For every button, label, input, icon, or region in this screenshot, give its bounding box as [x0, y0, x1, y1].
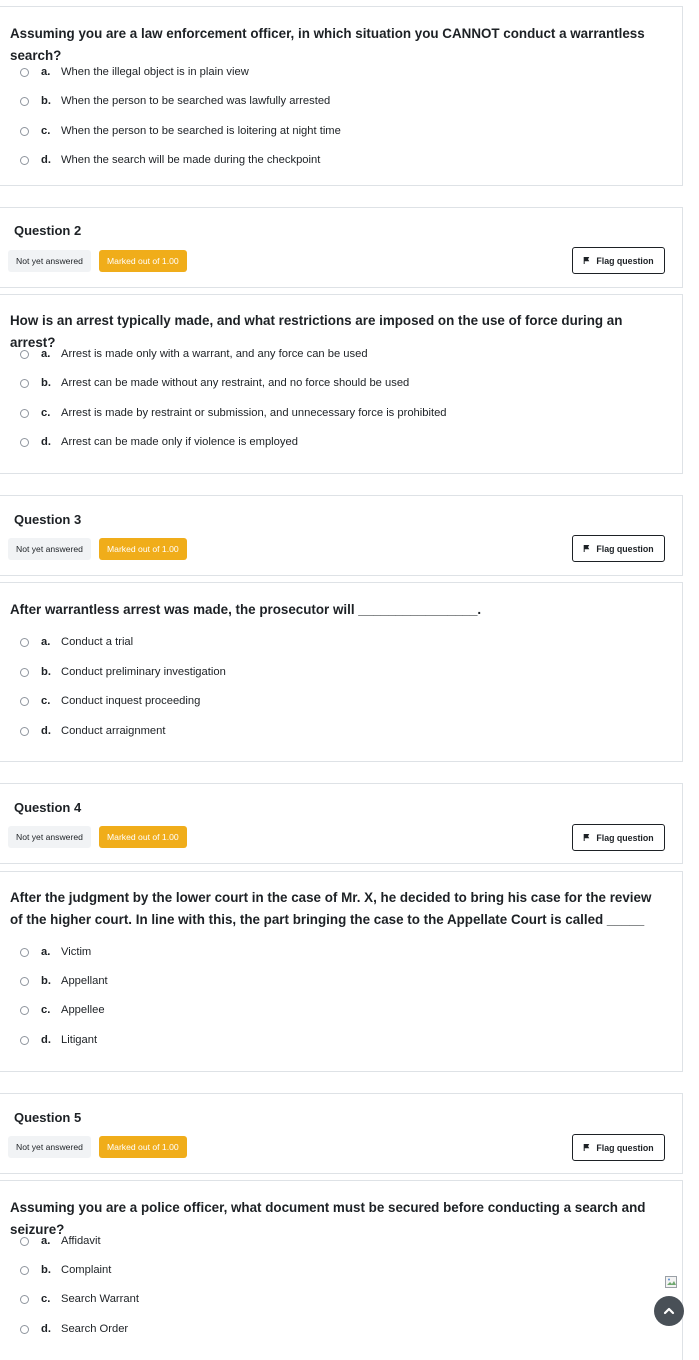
answer-option-c[interactable] — [20, 403, 447, 423]
flag-icon — [583, 834, 590, 841]
flag-icon — [583, 257, 590, 264]
answer-option-b[interactable] — [20, 91, 330, 111]
answer-option-a[interactable] — [20, 344, 368, 364]
option-text: Conduct preliminary investigation — [61, 666, 226, 678]
option-text: Conduct inquest proceeding — [61, 695, 201, 707]
option-text: Affidavit — [61, 1235, 101, 1247]
question-5-info — [0, 1093, 683, 1174]
radio-button[interactable] — [20, 638, 29, 647]
option-text: When the person to be searched was lawfully arrested — [61, 95, 331, 107]
radio-button[interactable] — [20, 127, 29, 136]
option-text: Appellee — [61, 1004, 105, 1016]
answer-option-b[interactable] — [20, 971, 108, 991]
radio-button[interactable] — [20, 1237, 29, 1246]
question-4-formulation — [0, 871, 683, 1072]
question-number: Question 3 — [14, 512, 82, 527]
question-text: After the judgment by the lower court in the case of Mr. X, he decided to bring his case for the review of the higher court. In line with this, the part bringing the case to the Appellate Court is called _____ — [10, 890, 652, 927]
option-letter: b. — [41, 666, 51, 678]
question-text: How is an arrest typically made, and what restrictions are imposed on the use of force during an arrest? — [10, 313, 623, 350]
option-letter: c. — [41, 1293, 51, 1305]
answer-option-b[interactable] — [20, 1260, 111, 1280]
option-text: Litigant — [61, 1034, 98, 1046]
radio-button[interactable] — [20, 350, 29, 359]
option-text: Victim — [61, 946, 92, 958]
option-text: When the search will be made during the checkpoint — [61, 154, 321, 166]
answer-status-badge: Not yet answered — [8, 826, 91, 848]
answer-option-c[interactable] — [20, 1289, 139, 1309]
option-text: When the illegal object is in plain view — [61, 66, 249, 78]
radio-button[interactable] — [20, 668, 29, 677]
option-letter: d. — [41, 154, 51, 166]
answer-option-a[interactable] — [20, 1231, 101, 1251]
question-text: Assuming you are a law enforcement officer, in which situation you CANNOT conduct a warrantless search? — [10, 26, 645, 63]
answer-option-c[interactable] — [20, 1000, 105, 1020]
answer-option-d[interactable] — [20, 721, 165, 741]
option-text: Arrest is made by restraint or submission, and unnecessary force is prohibited — [61, 407, 447, 419]
radio-button[interactable] — [20, 1006, 29, 1015]
option-letter: a. — [41, 1235, 51, 1247]
option-letter: c. — [41, 407, 51, 419]
flag-question-label: Flag question — [596, 1142, 654, 1153]
option-letter: c. — [41, 125, 51, 137]
answer-option-c[interactable] — [20, 121, 341, 141]
question-4-info — [0, 783, 683, 864]
chevron-up-icon — [662, 1304, 676, 1318]
radio-button[interactable] — [20, 697, 29, 706]
option-letter: d. — [41, 1323, 51, 1335]
question-3-formulation — [0, 582, 683, 762]
option-letter: d. — [41, 1034, 51, 1046]
flag-question-button[interactable] — [572, 247, 665, 274]
radio-button[interactable] — [20, 1266, 29, 1275]
radio-button[interactable] — [20, 156, 29, 165]
option-letter: b. — [41, 95, 51, 107]
answer-status-badge: Not yet answered — [8, 250, 91, 272]
option-letter: d. — [41, 436, 51, 448]
flag-question-button[interactable] — [572, 824, 665, 851]
radio-button[interactable] — [20, 977, 29, 986]
question-2-formulation — [0, 294, 683, 474]
answer-status-badge: Not yet answered — [8, 1136, 91, 1158]
question-text: Assuming you are a police officer, what document must be secured before conducting a search and seizure? — [10, 1200, 646, 1237]
radio-button[interactable] — [20, 1295, 29, 1304]
marks-badge: Marked out of 1.00 — [99, 826, 187, 848]
option-text: Search Order — [61, 1323, 129, 1335]
question-text: After warrantless arrest was made, the prosecutor will ________________. — [10, 602, 482, 617]
question-5-formulation — [0, 1180, 683, 1360]
option-text: Arrest is made only with a warrant, and any force can be used — [61, 348, 368, 360]
radio-button[interactable] — [20, 68, 29, 77]
option-text: Arrest can be made only if violence is employed — [61, 436, 298, 448]
marks-badge: Marked out of 1.00 — [99, 1136, 187, 1158]
flag-question-button[interactable] — [572, 535, 665, 562]
answer-option-d[interactable] — [20, 150, 320, 170]
question-number: Question 4 — [14, 800, 82, 815]
broken-image-icon — [665, 1276, 678, 1289]
option-letter: a. — [41, 66, 51, 78]
answer-option-d[interactable] — [20, 1319, 128, 1339]
marks-badge: Marked out of 1.00 — [99, 538, 187, 560]
radio-button[interactable] — [20, 727, 29, 736]
flag-question-label: Flag question — [596, 255, 654, 266]
option-letter: c. — [41, 695, 51, 707]
option-letter: b. — [41, 975, 51, 987]
option-letter: d. — [41, 725, 51, 737]
option-letter: a. — [41, 946, 51, 958]
back-to-top-button[interactable] — [654, 1296, 684, 1326]
question-3-info — [0, 495, 683, 576]
option-text: Arrest can be made without any restraint, and no force should be used — [61, 377, 410, 389]
question-number: Question 5 — [14, 1110, 82, 1125]
answer-option-a[interactable] — [20, 62, 249, 82]
answer-option-d[interactable] — [20, 1030, 97, 1050]
answer-option-b[interactable] — [20, 662, 226, 682]
option-letter: b. — [41, 1264, 51, 1276]
option-text: Conduct arraignment — [61, 725, 166, 737]
answer-status-badge: Not yet answered — [8, 538, 91, 560]
option-letter: c. — [41, 1004, 51, 1016]
option-letter: a. — [41, 348, 51, 360]
option-text: When the person to be searched is loitering at night time — [61, 125, 341, 137]
option-text: Search Warrant — [61, 1293, 139, 1305]
answer-option-c[interactable] — [20, 691, 200, 711]
radio-button[interactable] — [20, 379, 29, 388]
radio-button[interactable] — [20, 1325, 29, 1334]
answer-option-d[interactable] — [20, 432, 298, 452]
option-text: Complaint — [61, 1264, 112, 1276]
flag-question-button[interactable] — [572, 1134, 665, 1161]
question-2-info — [0, 207, 683, 288]
radio-button[interactable] — [20, 438, 29, 447]
flag-question-label: Flag question — [596, 543, 654, 554]
answer-option-a[interactable] — [20, 942, 91, 962]
option-text: Appellant — [61, 975, 108, 987]
radio-button[interactable] — [20, 948, 29, 957]
option-text: Conduct a trial — [61, 636, 134, 648]
question-1-formulation — [0, 6, 683, 186]
marks-badge: Marked out of 1.00 — [99, 250, 187, 272]
answer-option-a[interactable] — [20, 632, 133, 652]
radio-button[interactable] — [20, 97, 29, 106]
radio-button[interactable] — [20, 409, 29, 418]
flag-question-label: Flag question — [596, 832, 654, 843]
answer-option-b[interactable] — [20, 373, 409, 393]
option-letter: b. — [41, 377, 51, 389]
radio-button[interactable] — [20, 1036, 29, 1045]
option-letter: a. — [41, 636, 51, 648]
question-number: Question 2 — [14, 223, 82, 238]
flag-icon — [583, 1144, 590, 1151]
flag-icon — [583, 545, 590, 552]
